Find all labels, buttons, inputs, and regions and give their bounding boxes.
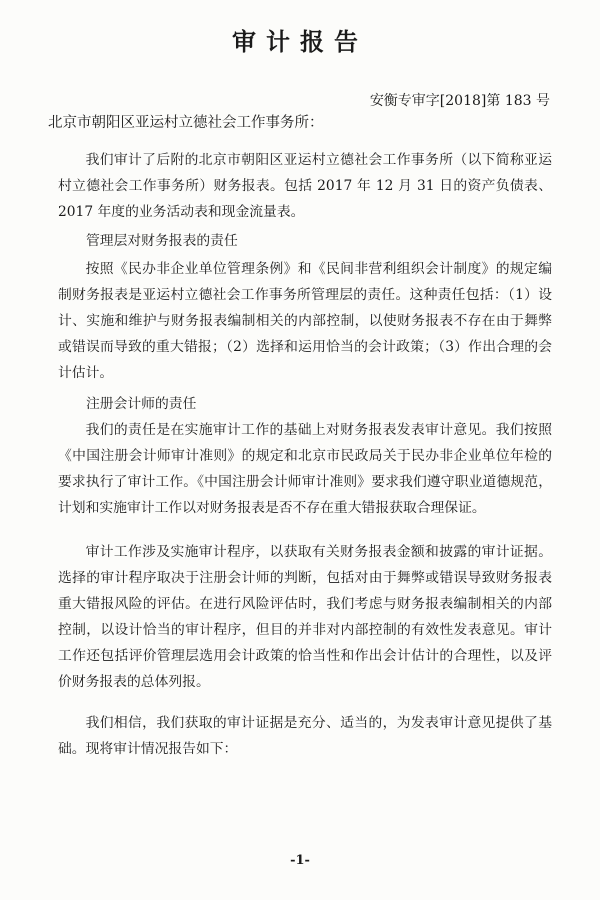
page-number: -1- [290, 853, 310, 868]
audit-procedures-paragraph: 审计工作涉及实施审计程序，以获取有关财务报表金额和披露的审计证据。选择的审计程序取决于注册会计师的判断，包括对由于舞弊或错误导致财务报表重大错报风险的评估。在进行风险评估时，我们考虑与财务报表编制相关的内部控制，以设计恰当的审计程序，但目的并非对内部控制的有效性发表意见。审计工作还包括评价管理层选用会计政策的恰当性和作出会计估计的合理性，以及评价财务报表的总体列报。 [58, 544, 552, 690]
conclusion-paragraph: 我们相信，我们获取的审计证据是充分、适当的，为发表审计意见提供了基础。现将审计情况报告如下： [58, 715, 552, 757]
management-responsibility-heading: 管理层对财务报表的责任 [86, 233, 238, 249]
intro-paragraph: 我们审计了后附的北京市朝阳区亚运村立德社会工作事务所（以下简称亚运村立德社会工作事务所）财务报表。包括 2017 年 12 月 31 日的资产负债表、2017 年度的业务活动表和现金流量表。 [58, 152, 552, 220]
document-number: 安衡专审字[2018]第 183 号 [369, 93, 550, 109]
document-title: 审计报告 [232, 27, 368, 56]
management-responsibility-paragraph: 按照《民办非企业单位管理条例》和《民间非营利组织会计制度》的规定编制财务报表是亚运村立德社会工作事务所管理层的责任。这种责任包括：（1）设计、实施和维护与财务报表编制相关的内部控制，以使财务报表不存在由于舞弊或错误而导致的重大错报；（2）选择和运用恰当的会计政策；（3）作出合理的会计估计。 [58, 261, 552, 381]
auditor-responsibility-paragraph: 我们的责任是在实施审计工作的基础上对财务报表发表审计意见。我们按照《中国注册会计师审计准则》的规定和北京市民政局关于民办非企业单位年检的要求执行了审计工作。《中国注册会计师审计准则》要求我们遵守职业道德规范，计划和实施审计工作以对财务报表是否不存在重大错报获取合理保证。 [58, 422, 552, 516]
auditor-responsibility-heading: 注册会计师的责任 [86, 396, 197, 412]
addressee: 北京市朝阳区亚运村立德社会工作事务所： [48, 115, 324, 131]
